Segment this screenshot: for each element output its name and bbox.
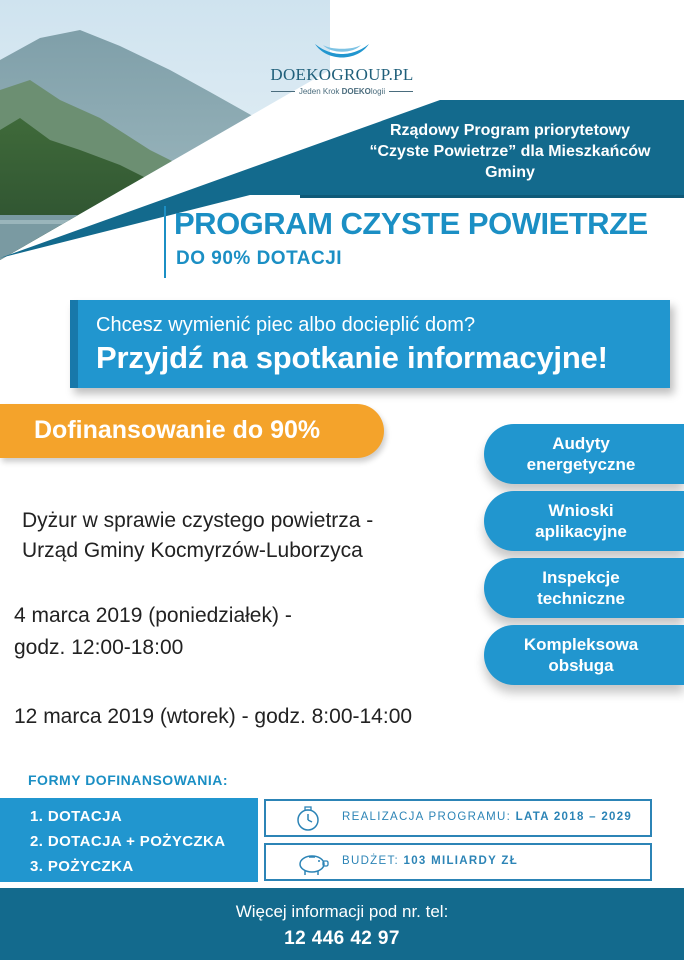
budget-value: 103 MILIARDY ZŁ xyxy=(403,855,519,867)
banner-line-1: Rządowy Program priorytetowy xyxy=(389,122,631,139)
cta-edge xyxy=(70,300,78,388)
program-subtitle: DO 90% DOTACJI xyxy=(176,248,343,269)
service-line-2: energetyczne xyxy=(526,455,636,474)
budget-text xyxy=(342,855,518,867)
banner-line-2: “Czyste Powietrze” dla Mieszkańców xyxy=(369,143,651,160)
realization-box xyxy=(264,799,652,837)
service-line-2: obsługa xyxy=(548,656,614,675)
footer-info: Więcej informacji pod nr. tel: xyxy=(235,902,449,921)
realization-label: REALIZACJA PROGRAMU: xyxy=(342,811,516,823)
stopwatch-icon xyxy=(294,805,322,833)
realization-value: LATA 2018 – 2029 xyxy=(515,811,633,823)
logo-tagline-post: logii xyxy=(370,87,386,96)
ribbon-text: Dofinansowanie do 90% xyxy=(34,416,321,444)
forms-item: 3. POŻYCZKA xyxy=(30,858,134,875)
logo-tagline xyxy=(262,87,422,96)
duty-line-1: Dyżur w sprawie czystego powietrza - xyxy=(22,509,374,532)
duty-text xyxy=(22,506,373,566)
footer-phone: 12 446 42 97 xyxy=(284,928,400,949)
logo xyxy=(262,42,422,108)
budget-box xyxy=(264,843,652,881)
service-line-1: Kompleksowa xyxy=(523,635,639,654)
date-2: 12 marca 2019 (wtorek) - godz. 8:00-14:00 xyxy=(14,705,413,728)
service-line-2: techniczne xyxy=(537,589,625,608)
service-line-1: Audyty xyxy=(552,434,610,453)
service-line-2: aplikacyjne xyxy=(535,522,627,541)
logo-tagline-bold: DOEKO xyxy=(341,87,371,96)
logo-name: DOEKOGROUP.PL xyxy=(270,65,414,84)
service-pill-audits xyxy=(484,424,684,484)
cta-box xyxy=(70,300,670,388)
banner-line-3: Gminy xyxy=(485,164,535,181)
forms-item: 1. DOTACJA xyxy=(30,808,123,825)
heading-rule xyxy=(164,206,166,278)
service-line-1: Inspekcje xyxy=(542,568,620,587)
service-pill-service xyxy=(484,625,684,685)
forms-item: 2. DOTACJA + POŻYCZKA xyxy=(30,833,226,850)
piggy-bank-icon xyxy=(294,849,330,877)
service-pill-inspections xyxy=(484,558,684,618)
forms-title: FORMY DOFINANSOWANIA: xyxy=(28,772,229,788)
cta-main: Przyjdź na spotkanie informacyjne! xyxy=(96,340,608,375)
cta-question: Chcesz wymienić piec albo docieplić dom? xyxy=(96,314,476,336)
duty-line-2: Urząd Gminy Kocmyrzów-Luborzyca xyxy=(22,539,363,562)
logo-tagline-pre: Jeden Krok xyxy=(298,87,342,96)
footer xyxy=(0,888,684,960)
date-1-line-1: 4 marca 2019 (poniedziałek) - xyxy=(14,604,292,627)
service-pill-applications xyxy=(484,491,684,551)
program-title: PROGRAM CZYSTE POWIETRZE xyxy=(174,206,648,241)
wave-logo-icon xyxy=(313,42,371,64)
realization-text xyxy=(342,811,632,823)
forms-list xyxy=(0,798,258,882)
date-1-line-2: godz. 12:00-18:00 xyxy=(14,636,184,659)
service-line-1: Wnioski xyxy=(548,501,614,520)
banner-text xyxy=(360,120,660,183)
funding-ribbon xyxy=(0,404,384,458)
date-1 xyxy=(14,600,292,664)
budget-label: BUDŻET: xyxy=(342,855,404,867)
